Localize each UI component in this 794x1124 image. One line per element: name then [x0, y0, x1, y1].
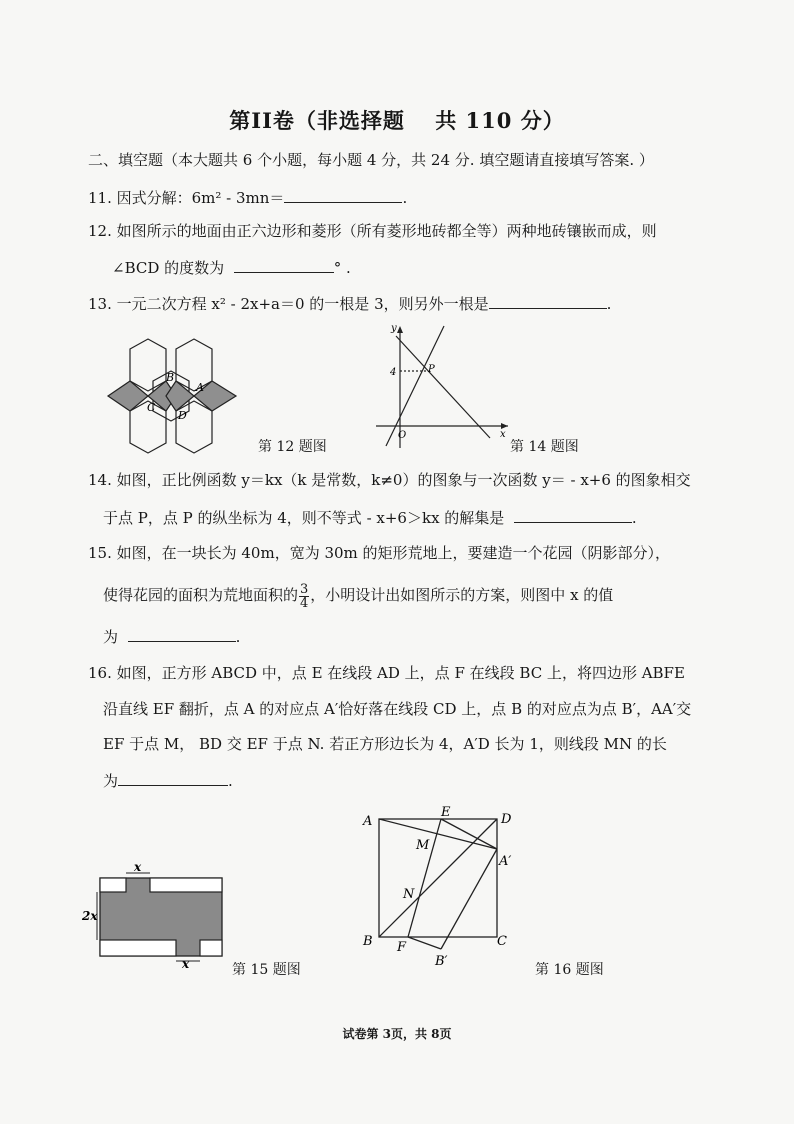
- fig12-label-a: A: [196, 381, 204, 394]
- page-title: 第II卷（非选择题 共 110 分）: [229, 108, 565, 133]
- question-12-end: ° .: [333, 259, 351, 277]
- question-16-text: 为: [103, 772, 119, 790]
- segment-ea-prime: [441, 819, 497, 849]
- figure-12: [100, 335, 260, 460]
- segment-a-prime-b-prime: [441, 849, 497, 949]
- fig16-label-m: M: [416, 838, 430, 853]
- question-12-line2: [112, 257, 351, 278]
- page-footer: 试卷第 3页，共 8页: [342, 1027, 452, 1041]
- question-16-line4: [103, 770, 233, 791]
- fig16-label-n: N: [403, 887, 415, 902]
- hexagon: [176, 339, 212, 391]
- question-15-end: .: [235, 628, 241, 646]
- fraction-denominator: 4: [300, 595, 309, 611]
- fig16-label-a: A: [363, 814, 373, 829]
- question-13-text: 13. 一元二次方程 x² - 2x+a＝0 的一根是 3，则另外一根是: [88, 295, 489, 313]
- figure-15: [80, 862, 230, 970]
- question-11-text: 11. 因式分解：6m² - 3mn＝: [88, 189, 285, 207]
- fig16-label-e: E: [441, 805, 451, 820]
- question-15-text-c: 为: [103, 628, 119, 646]
- answer-blank-11[interactable]: [284, 187, 402, 203]
- fraction-three-quarters: [299, 583, 309, 610]
- fig14-label-o: O: [398, 430, 407, 441]
- y-arrow: [397, 326, 403, 333]
- rhombus-tile: [108, 381, 148, 411]
- answer-blank-13[interactable]: [489, 293, 607, 309]
- question-12-line1: 12. 如图所示的地面由正六边形和菱形（所有菱形地砖都全等）两种地砖镶嵌而成，则: [88, 222, 657, 240]
- fig14-label-4: 4: [390, 367, 397, 378]
- question-14-line2: [103, 507, 637, 528]
- question-15-line1: 15. 如图，在一块长为 40m，宽为 30m 的矩形荒地上，要建造一个花园（阴影部分），: [88, 544, 671, 562]
- question-15-line3: [103, 626, 240, 647]
- figure-15-caption: 第 15 题图: [232, 962, 301, 978]
- question-12-text: ∠BCD 的度数为: [112, 259, 225, 277]
- question-16-line3: EF 于点 M， BD 交 EF 于点 N. 若正方形边长为 4，A′D 长为 1，则线段 MN 的长: [103, 735, 667, 753]
- cutout: [100, 940, 176, 956]
- question-16-end: .: [228, 772, 233, 790]
- figure-16: [355, 805, 530, 970]
- answer-blank-12[interactable]: [234, 257, 334, 273]
- question-16-line1: 16. 如图，正方形 ABCD 中，点 E 在线段 AD 上，点 F 在线段 BC 上，将四边形 ABFE: [88, 664, 685, 682]
- question-14-end: .: [631, 509, 637, 527]
- answer-blank-16[interactable]: [118, 770, 228, 786]
- fig14-label-p: P: [428, 364, 435, 375]
- figure-16-caption: 第 16 题图: [535, 962, 604, 978]
- cutout: [150, 878, 222, 892]
- question-15-text-b: ，小明设计出如图所示的方案，则图中 x 的值: [310, 586, 614, 604]
- segment-ef: [408, 819, 441, 937]
- segment-fb-prime: [408, 937, 441, 949]
- fig16-label-b: B: [363, 934, 373, 949]
- fig16-label-b-prime: B′: [435, 954, 448, 969]
- question-15-line2: [103, 580, 613, 610]
- figure-14-caption: 第 14 题图: [510, 439, 579, 455]
- question-16-line2: 沿直线 EF 翻折，点 A 的对应点 A′恰好落在线段 CD 上，点 B 的对应点为点 B′，AA′交: [103, 700, 692, 718]
- segment-bd: [379, 819, 497, 937]
- line-y-neg-x-plus-6: [396, 336, 490, 438]
- fig16-label-a-prime: A′: [499, 854, 512, 869]
- fig14-label-x: x: [500, 429, 506, 440]
- fig15-label-x-top: x: [134, 862, 142, 874]
- fraction-numerator: 3: [300, 581, 309, 597]
- figure-14: [372, 320, 512, 452]
- segment-aa-prime: [379, 819, 497, 849]
- fig15-label-x-bottom: x: [182, 957, 190, 970]
- question-13: [88, 293, 611, 314]
- fig16-label-f: F: [397, 940, 407, 955]
- answer-blank-15[interactable]: [128, 626, 236, 642]
- rhombus-tile: [166, 381, 194, 411]
- cutout: [100, 878, 126, 892]
- question-14-line1: 14. 如图，正比例函数 y＝kx（k 是常数，k≠0）的图象与一次函数 y＝ - x+6 的图象相交: [88, 471, 691, 489]
- question-13-end: .: [606, 295, 612, 313]
- fig16-label-c: C: [497, 934, 507, 949]
- question-15-text-a: 使得花园的面积为荒地面积的: [103, 586, 299, 604]
- line-y-kx: [386, 326, 444, 446]
- fig12-label-d: D: [178, 409, 187, 422]
- answer-blank-14[interactable]: [514, 507, 632, 523]
- fig15-label-2x: 2x: [82, 909, 98, 923]
- section-heading: 二、填空题（本大题共 6 个小题，每小题 4 分，共 24 分. 填空题请直接填写答案. ）: [88, 151, 654, 169]
- hexagon: [130, 339, 166, 391]
- fig14-label-y: y: [391, 323, 397, 334]
- fig12-label-c: C: [147, 401, 156, 414]
- figure-12-caption: 第 12 题图: [258, 439, 327, 455]
- question-11: [88, 187, 407, 208]
- question-14-text: 于点 P，点 P 的纵坐标为 4，则不等式 - x+6＞kx 的解集是: [103, 509, 505, 527]
- cutout: [200, 940, 222, 956]
- fig12-label-b: B: [166, 371, 175, 384]
- fig16-label-d: D: [501, 812, 512, 827]
- question-11-end: .: [402, 189, 408, 207]
